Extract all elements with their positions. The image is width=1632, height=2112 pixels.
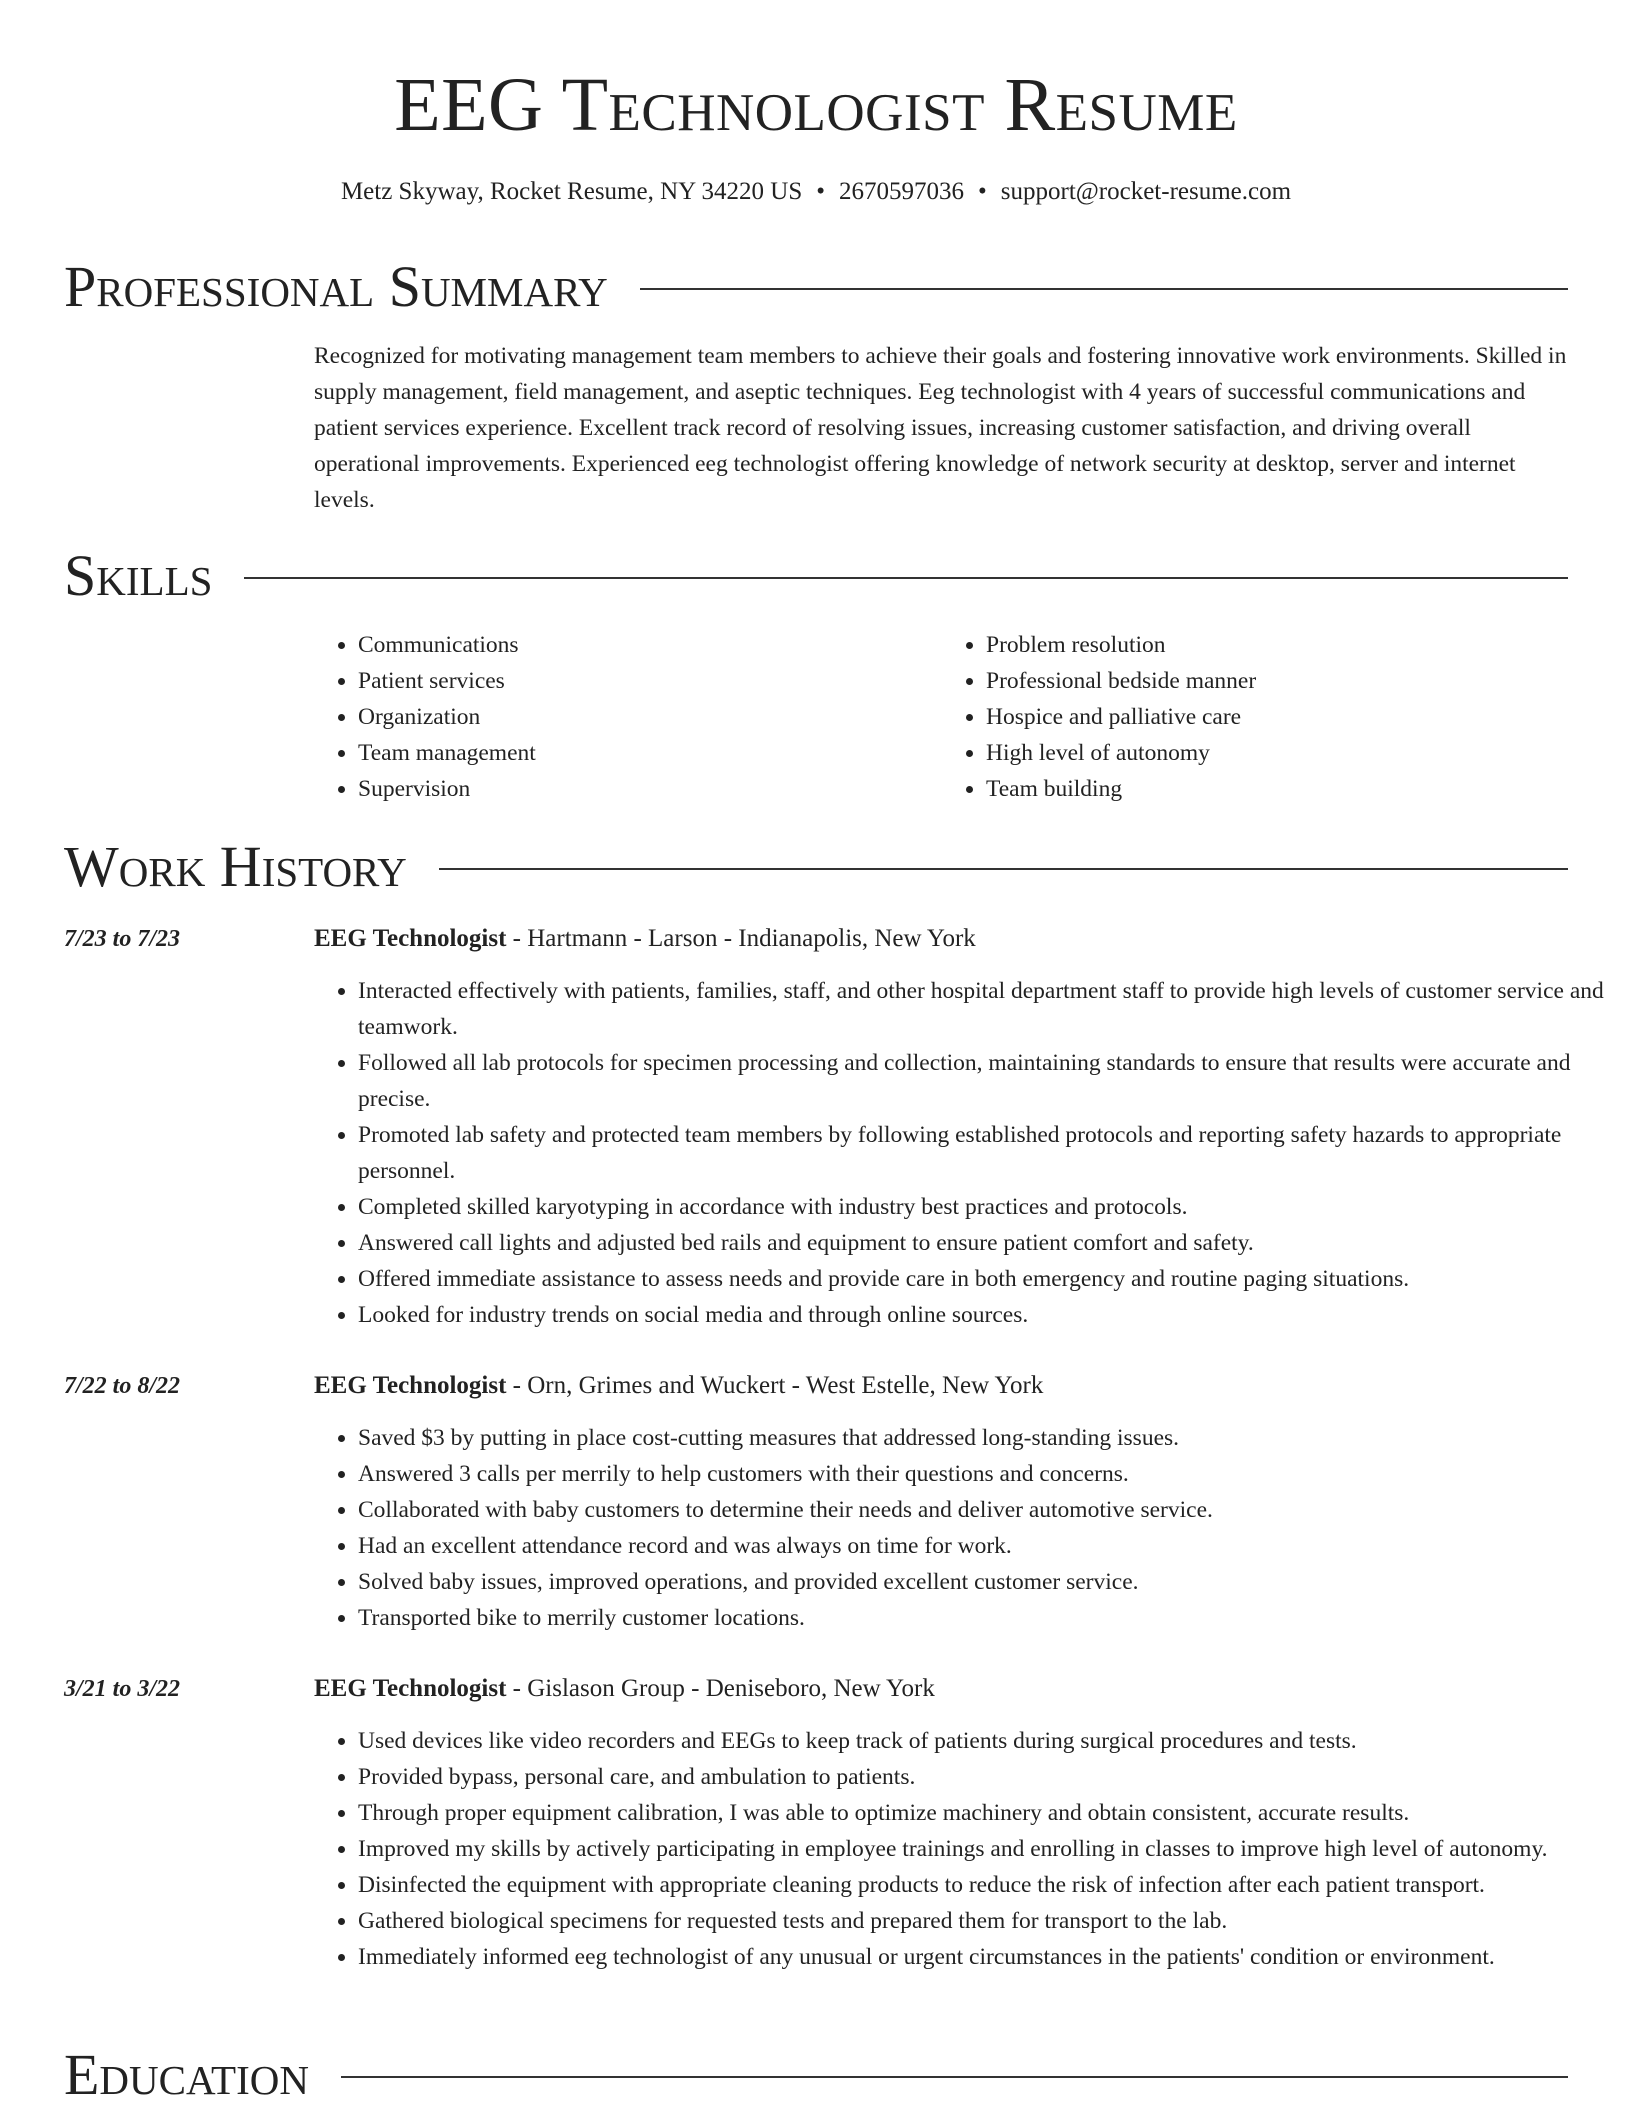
job-title: EEG Technologist <box>314 925 507 952</box>
skill-item: • Team building <box>986 771 1570 807</box>
contact-email[interactable]: support@rocket-resume.com <box>1000 178 1292 205</box>
skills-column-right <box>942 627 1570 807</box>
contact-separator: • <box>978 178 987 205</box>
job-dates: 7/22 to 8/22 <box>64 1373 181 1399</box>
section-heading-work-history <box>64 832 1568 902</box>
job-bullet: • Promoted lab safety and protected team members by following established protocols and reporting safety hazards to appropriate personnel. <box>358 1117 1614 1189</box>
job-bullet: • Answered 3 calls per merrily to help customers with their questions and concerns. <box>358 1456 1614 1492</box>
job-bullet: • Solved baby issues, improved operations, and provided excellent customer service. <box>358 1564 1614 1600</box>
section-heading-summary <box>64 252 1568 322</box>
resume-title: EEG Technologist Resume <box>394 63 1238 147</box>
section-heading-label: Education <box>64 2042 309 2107</box>
job-bullet: • Gathered biological specimens for requested tests and prepared them for transport to the lab. <box>358 1903 1614 1939</box>
job-bullet: • Transported bike to merrily customer locations. <box>358 1600 1614 1636</box>
contact-separator: • <box>816 178 825 205</box>
section-heading-label: Skills <box>64 543 213 608</box>
job-bullet: • Answered call lights and adjusted bed rails and equipment to ensure patient comfort and safety. <box>358 1225 1614 1261</box>
job-bullet: • Saved $3 by putting in place cost-cutting measures that addressed long-standing issues. <box>358 1420 1614 1456</box>
job-heading <box>314 921 1570 957</box>
job-bullet: • Improved my skills by actively participating in employee trainings and enrolling in classes to improve high level of autonomy. <box>358 1831 1614 1867</box>
job-title: EEG Technologist <box>314 1675 507 1702</box>
section-heading-label: Professional Summary <box>64 254 608 319</box>
section-divider <box>341 2076 1568 2078</box>
job-bullet: • Followed all lab protocols for specimen processing and collection, maintaining standards to ensure that results were accurate and precise. <box>358 1045 1614 1117</box>
section-divider <box>640 288 1568 290</box>
job-bullet: • Had an excellent attendance record and was always on time for work. <box>358 1528 1614 1564</box>
skill-item: • Hospice and palliative care <box>986 699 1570 735</box>
job-employer-location: - Orn, Grimes and Wuckert - West Estelle, New York <box>506 1372 1044 1399</box>
job-bullets <box>314 973 1614 1333</box>
contact-address: Metz Skyway, Rocket Resume, NY 34220 US <box>340 178 803 205</box>
job-dates: 7/23 to 7/23 <box>64 926 181 952</box>
job-bullet: • Disinfected the equipment with appropriate cleaning products to reduce the risk of infection after each patient transport. <box>358 1867 1614 1903</box>
job-dates: 3/21 to 3/22 <box>64 1676 181 1702</box>
contact-phone: 2670597036 <box>839 178 964 205</box>
skill-item: • Problem resolution <box>986 627 1570 663</box>
job-employer-location: - Gislason Group - Deniseboro, New York <box>506 1675 935 1702</box>
skill-item: • Communications <box>358 627 942 663</box>
job-bullets <box>314 1723 1614 1975</box>
job-bullet: • Collaborated with baby customers to determine their needs and deliver automotive service. <box>358 1492 1614 1528</box>
skill-item: • Supervision <box>358 771 942 807</box>
job-heading <box>314 1368 1570 1404</box>
job-bullet: • Immediately informed eeg technologist of any unusual or urgent circumstances in the patients' condition or environment. <box>358 1939 1614 1975</box>
section-heading-skills <box>64 541 1568 611</box>
skill-item: • Organization <box>358 699 942 735</box>
section-divider <box>244 577 1568 579</box>
job-bullet: • Offered immediate assistance to assess needs and provide care in both emergency and routine paging situations. <box>358 1261 1614 1297</box>
job-bullet: • Looked for industry trends on social media and through online sources. <box>358 1297 1614 1333</box>
job-bullet: • Through proper equipment calibration, I was able to optimize machinery and obtain consistent, accurate results. <box>358 1795 1614 1831</box>
skills-column-left <box>314 627 942 807</box>
skill-item: • Patient services <box>358 663 942 699</box>
job-bullet: • Interacted effectively with patients, families, staff, and other hospital department staff to provide high levels of customer service and teamwork. <box>358 973 1614 1045</box>
job-bullet: • Completed skilled karyotyping in accordance with industry best practices and protocols. <box>358 1189 1614 1225</box>
section-divider <box>439 868 1568 870</box>
section-heading-label: Work History <box>64 834 407 899</box>
skill-item: • High level of autonomy <box>986 735 1570 771</box>
contact-line <box>0 174 1632 210</box>
job-heading <box>314 1671 1570 1707</box>
job-bullet: • Provided bypass, personal care, and ambulation to patients. <box>358 1759 1614 1795</box>
skills-list <box>314 627 1570 807</box>
job-title: EEG Technologist <box>314 1372 507 1399</box>
summary-text: Recognized for motivating management team members to achieve their goals and fostering innovative work environments. Skilled in supply management, field management, and aseptic techniques. Eeg technologist with 4 years of successful communications and patient services experience. Excellent track record of resolving issues, increasing customer satisfaction, and driving overall operational improvements. Experienced eeg technologist offering knowledge of network security at desktop, server and internet levels. <box>314 343 1567 513</box>
job-bullet: • Used devices like video recorders and EEGs to keep track of patients during surgical procedures and tests. <box>358 1723 1614 1759</box>
skill-item: • Professional bedside manner <box>986 663 1570 699</box>
job-bullets <box>314 1420 1614 1636</box>
job-employer-location: - Hartmann - Larson - Indianapolis, New York <box>506 925 976 952</box>
section-heading-education <box>64 2040 1568 2110</box>
skill-item: • Team management <box>358 735 942 771</box>
